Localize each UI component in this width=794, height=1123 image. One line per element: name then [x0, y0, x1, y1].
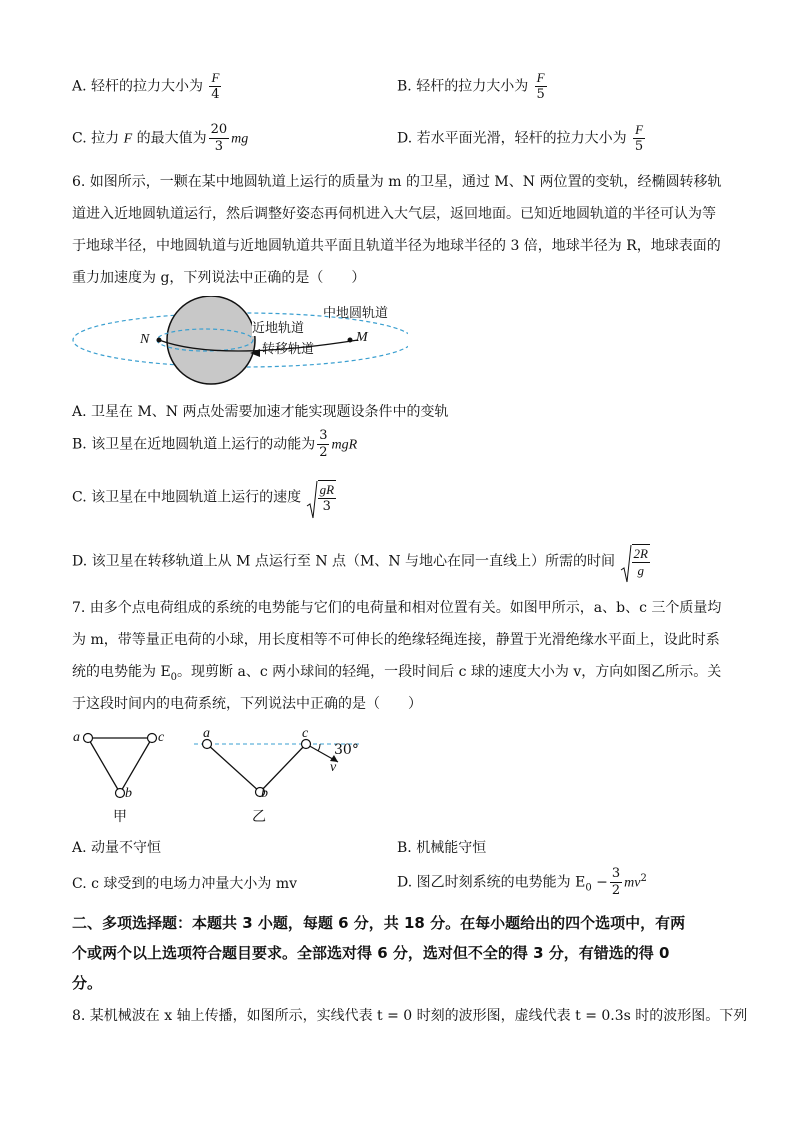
fraction — [535, 70, 547, 103]
variable: F — [123, 131, 133, 147]
section-2-line-3: 分。 — [72, 974, 103, 992]
q7-line-4: 于这段时间内的电荷系统，下列说法中正确的是（ ） — [72, 696, 422, 712]
label-transfer-orbit: 转移轨道 — [262, 342, 315, 357]
q5-option-a — [72, 70, 223, 103]
option-label: B. — [72, 436, 87, 453]
label-b: b — [125, 786, 132, 801]
label-c: c — [158, 730, 165, 745]
q5-option-b — [397, 70, 549, 103]
ball-b — [116, 789, 125, 798]
section-2-line-2: 个或两个以上选项符合题目要求。全部选对得 6 分，选对但不全的得 3 分，有错选的得 0 — [72, 944, 670, 962]
option-text: 轻杆的拉力大小为 — [91, 78, 204, 95]
q6-option-d — [72, 544, 652, 579]
ball-a — [84, 734, 93, 743]
label-a-2: a — [203, 726, 210, 741]
option-text: 图乙时刻系统的电势能为 E — [416, 874, 586, 891]
text-part: 统的电势能为 E — [72, 664, 171, 680]
numerator: F — [211, 70, 220, 85]
expression-tail: mgR — [331, 437, 358, 453]
superscript: 2 — [640, 872, 647, 884]
q7-line-1: 7. 由多个点电荷组成的系统的电势能与它们的电荷量和相对位置有关。如图甲所示，a、b、c 三个质量均 — [72, 600, 722, 616]
option-label: C. — [72, 489, 87, 506]
option-text: 若水平面光滑，轻杆的拉力大小为 — [416, 130, 627, 147]
q8-line-1: 8. 某机械波在 x 轴上传播，如图所示，实线代表 t = 0 时刻的波形图，虚线代表 t = 0.3s 时的波形图。下列 — [72, 1008, 748, 1024]
caption-jia: 甲 — [113, 809, 127, 825]
numerator: 3 — [319, 428, 328, 443]
denominator: g — [637, 563, 644, 578]
q6-option-c — [72, 480, 338, 515]
denominator: 3 — [214, 139, 223, 154]
sqrt-expression — [620, 544, 652, 579]
text-part: 。现剪断 a、c 两小球间的轻绳，一段时间后 c 球的速度大小为 v，方向如图乙所示。关 — [177, 664, 722, 680]
q7-option-a: A. 动量不守恒 — [72, 840, 162, 856]
denominator: 4 — [211, 87, 220, 102]
point-n — [157, 338, 162, 343]
option-text: 该卫星在近地圆轨道上运行的动能为 — [91, 436, 316, 453]
q7-option-d — [397, 866, 647, 899]
label-mid-orbit: 中地圆轨道 — [323, 306, 389, 321]
option-text: 该卫星在中地圆轨道上运行的速度 — [91, 489, 302, 506]
string-ab-2 — [207, 744, 260, 792]
fraction — [610, 866, 622, 899]
fraction — [318, 480, 336, 515]
q6-line-3: 于地球半径，中地圆轨道与近地圆轨道共平面且轨道半径为地球半径的 3 倍，地球半径为 R，地球表面的 — [72, 238, 721, 254]
label-m: M — [356, 330, 368, 345]
q7-option-c: C. c 球受到的电场力冲量大小为 mv — [72, 876, 298, 892]
q6-line-1: 6. 如图所示，一颗在某中地圆轨道上运行的质量为 m 的卫星，通过 M、N 两位置的变轨，经椭圆转移轨 — [72, 174, 722, 190]
denominator: 5 — [634, 139, 644, 154]
expression-tail: mg — [231, 131, 249, 147]
fraction — [209, 70, 221, 103]
label-b-2: b — [261, 786, 268, 801]
angle-arc — [318, 744, 320, 751]
numerator: 20 — [210, 122, 228, 137]
numerator: 2R — [633, 546, 648, 561]
fraction — [317, 428, 329, 461]
label-angle: 30° — [334, 742, 359, 758]
q5-option-c — [72, 122, 248, 155]
q7-line-3 — [72, 662, 721, 688]
label-a: a — [73, 730, 80, 745]
fraction — [632, 544, 650, 579]
string-bc-2 — [260, 744, 306, 792]
option-label: D. — [72, 553, 88, 570]
option-text: 轻杆的拉力大小为 — [416, 78, 529, 95]
point-m — [348, 338, 353, 343]
option-text: 的最大值为 — [136, 130, 207, 147]
string-ab — [88, 738, 120, 793]
expression-tail: mv — [624, 875, 641, 891]
ball-c — [148, 734, 157, 743]
string-bc — [120, 738, 152, 793]
minus-sign: − — [596, 874, 608, 891]
denominator: 5 — [536, 87, 545, 102]
label-near-orbit: 近地轨道 — [252, 317, 304, 336]
earth — [167, 296, 255, 384]
radical-sign — [620, 544, 632, 584]
option-label: D. — [397, 130, 413, 147]
subscript: 0 — [585, 882, 592, 894]
option-label: C. — [72, 130, 87, 147]
section-2-line-1: 二、多项选择题：本题共 3 小题，每题 6 分，共 18 分。在每小题给出的四个选项中，有两 — [72, 914, 686, 932]
q7-line-2: 为 m，带等量正电荷的小球，用长度相等不可伸长的绝缘轻绳连接，静置于光滑绝缘水平面上，设此时系 — [72, 632, 720, 648]
label-n: N — [140, 332, 150, 347]
denominator: 2 — [319, 445, 328, 460]
label-v: v — [330, 760, 337, 775]
q6-line-2: 道进入近地圆轨道运行，然后调整好姿态再伺机进入大气层，返回地面。已知近地圆轨道的半径可认为等 — [72, 206, 716, 222]
option-text: 拉力 — [91, 130, 120, 147]
sqrt-expression — [306, 480, 338, 515]
q6-option-b — [72, 428, 357, 461]
q6-option-a: A. 卫星在 M、N 两点处需要加速才能实现题设条件中的变轨 — [72, 404, 449, 420]
label-c-2: c — [302, 726, 309, 741]
fraction — [209, 122, 230, 155]
q6-line-4: 重力加速度为 g，下列说法中正确的是（ ） — [72, 270, 366, 286]
numerator: gR — [319, 482, 335, 497]
numerator: 3 — [611, 866, 621, 881]
denominator: 2 — [611, 883, 621, 898]
option-label: D. — [397, 874, 413, 891]
option-label: B. — [397, 78, 412, 95]
option-label: A. — [72, 78, 87, 95]
numerator: F — [635, 122, 644, 137]
caption-yi: 乙 — [252, 809, 266, 825]
numerator: F — [536, 70, 545, 85]
subscript: 0 — [170, 671, 178, 683]
q7-option-b: B. 机械能守恒 — [397, 840, 487, 856]
denominator: 3 — [322, 499, 331, 514]
fraction — [633, 122, 645, 155]
radical-sign — [306, 480, 318, 520]
option-text: 该卫星在转移轨道上从 M 点运行至 N 点（M、N 与地心在同一直线上）所需的时间 — [91, 553, 616, 570]
q5-option-d — [397, 122, 647, 155]
